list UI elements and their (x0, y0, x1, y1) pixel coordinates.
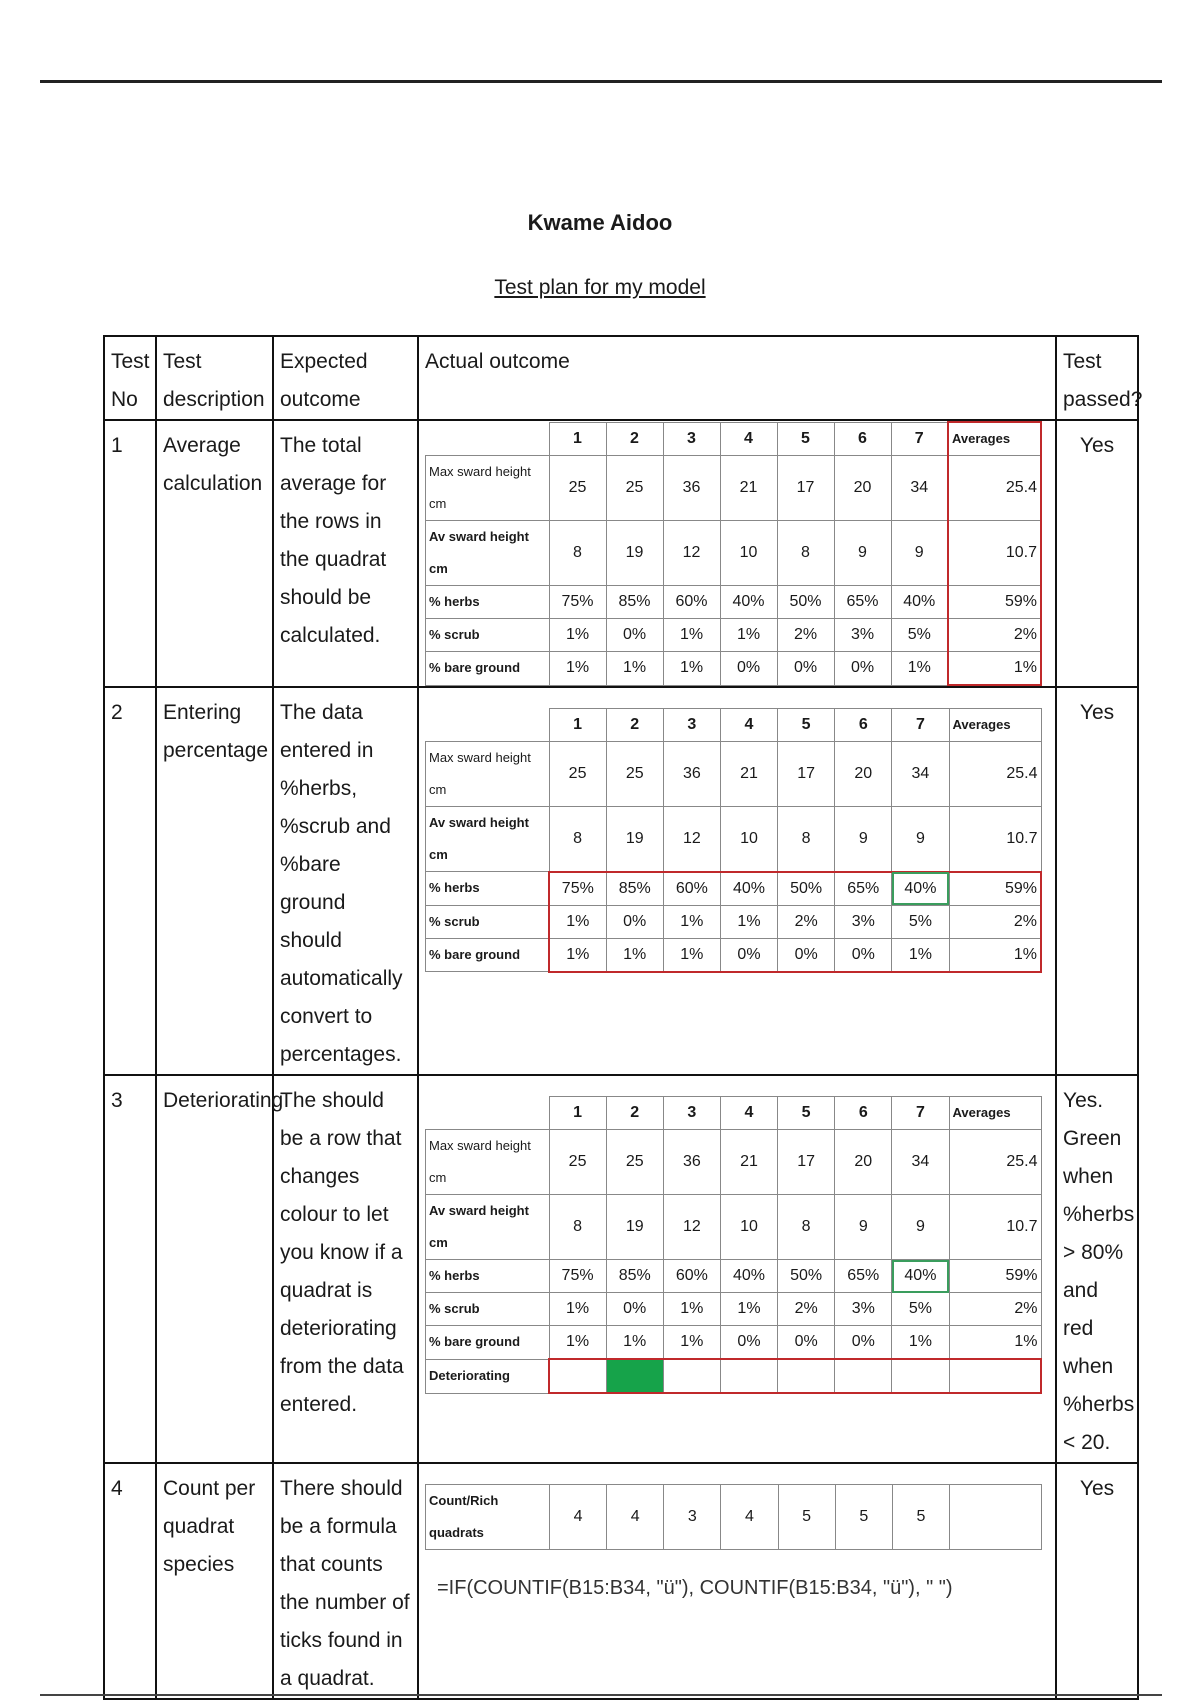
test-expected: There should be a formula that counts the number of ticks found in a quadrat. (273, 1463, 418, 1699)
row-label: % bare ground (426, 938, 550, 972)
data-cell: 8 (549, 521, 606, 586)
sheet-row (426, 652, 1042, 686)
data-cell: 5% (892, 905, 949, 938)
row-label: % herbs (426, 586, 550, 619)
test-description: Count per quadrat species (156, 1463, 273, 1699)
data-cell: 36 (663, 1130, 720, 1195)
sheet-row (426, 872, 1042, 906)
data-cell: 12 (663, 521, 720, 586)
col-header-test-no: Test No (104, 336, 156, 420)
data-cell: 10 (720, 1195, 777, 1260)
row-label: Max sward height cm (426, 742, 550, 807)
data-cell: 2% (777, 619, 834, 652)
averages-header: Averages (948, 422, 1041, 456)
average-cell: 10.7 (949, 1195, 1041, 1260)
quadrat-number: 6 (835, 1097, 892, 1130)
data-cell: 17 (777, 456, 834, 521)
sheet-corner-cell (426, 709, 550, 742)
data-cell: 8 (777, 521, 834, 586)
row-label: % herbs (426, 872, 550, 906)
quadrat-number: 1 (549, 1097, 606, 1130)
row-label: % herbs (426, 1260, 550, 1293)
data-cell: 9 (892, 1195, 949, 1260)
quadrat-number: 7 (891, 422, 948, 456)
data-cell: 0% (606, 905, 663, 938)
row-label: % scrub (426, 905, 550, 938)
average-cell: 10.7 (949, 807, 1041, 872)
sheet-row (426, 1260, 1042, 1293)
data-cell: 1% (549, 1293, 606, 1326)
quadrat-number: 6 (834, 422, 891, 456)
data-cell: 1% (549, 619, 606, 652)
test-passed: Yes. Green when %herbs > 80% and red when %herbs < 20. (1056, 1075, 1138, 1463)
data-cell: 0% (720, 1326, 777, 1360)
quadrat-number: 3 (663, 422, 720, 456)
row-label: Max sward height cm (426, 1130, 550, 1195)
average-cell: 10.7 (948, 521, 1041, 586)
data-cell: 50% (777, 586, 834, 619)
data-cell: 1% (892, 1326, 949, 1360)
data-cell: 0% (720, 652, 777, 686)
test-plan-table (103, 335, 1143, 1700)
quadrat-number: 5 (778, 709, 835, 742)
author-name: Kwame Aidoo (527, 210, 673, 235)
data-cell: 1% (720, 619, 777, 652)
sheet-corner-cell (426, 422, 550, 456)
deteriorating-cell (778, 1359, 835, 1393)
quadrat-number: 1 (549, 709, 606, 742)
data-cell: 85% (606, 1260, 663, 1293)
data-cell: 60% (663, 586, 720, 619)
data-cell: 40% (720, 872, 777, 906)
data-cell: 1% (891, 652, 948, 686)
count-avg-cell (950, 1485, 1042, 1550)
deteriorating-cell (549, 1359, 606, 1393)
test-passed: Yes (1056, 687, 1138, 1075)
data-cell: 2% (778, 905, 835, 938)
data-cell: 9 (834, 521, 891, 586)
data-cell: 85% (606, 872, 663, 906)
quadrat-number: 5 (777, 422, 834, 456)
row-label: Deteriorating (426, 1359, 550, 1393)
spreadsheet-excerpt (425, 708, 1042, 973)
count-cell: 3 (664, 1485, 721, 1550)
data-cell: 8 (778, 1195, 835, 1260)
data-cell: 9 (835, 1195, 892, 1260)
data-cell: 1% (663, 938, 720, 972)
data-cell: 9 (892, 807, 949, 872)
data-cell: 19 (606, 1195, 663, 1260)
data-cell: 20 (834, 456, 891, 521)
data-cell: 12 (663, 807, 720, 872)
data-cell: 50% (778, 1260, 835, 1293)
data-cell: 1% (663, 1326, 720, 1360)
count-label: Count/Rich quadrats (426, 1485, 550, 1550)
data-cell: 1% (549, 905, 606, 938)
data-cell: 75% (549, 586, 606, 619)
count-sheet (425, 1484, 1042, 1550)
data-cell: 1% (892, 938, 949, 972)
sheet-row (426, 1195, 1042, 1260)
quadrat-number: 5 (778, 1097, 835, 1130)
data-cell: 34 (892, 1130, 949, 1195)
test-expected: The data entered in %herbs, %scrub and %bare ground should automatically convert to percentages. (273, 687, 418, 1075)
data-cell: 17 (778, 1130, 835, 1195)
quadrat-number: 4 (720, 1097, 777, 1130)
quadrat-number: 2 (606, 1097, 663, 1130)
data-cell: 0% (778, 938, 835, 972)
sheet-header-row (426, 1097, 1042, 1130)
row-label: % bare ground (426, 1326, 550, 1360)
data-cell: 25 (606, 1130, 663, 1195)
data-cell: 36 (663, 456, 720, 521)
deteriorating-cell-green (606, 1359, 663, 1393)
col-header-description: Test description (156, 336, 273, 420)
test-expected: The total average for the rows in the quadrat should be calculated. (273, 420, 418, 687)
data-cell: 34 (892, 742, 949, 807)
data-cell: 1% (606, 938, 663, 972)
data-cell: 25 (549, 456, 606, 521)
average-cell: 1% (948, 652, 1041, 686)
data-cell: 3% (834, 619, 891, 652)
data-cell: 75% (549, 1260, 606, 1293)
count-cell: 5 (835, 1485, 892, 1550)
data-cell: 0% (720, 938, 777, 972)
data-cell: 65% (834, 586, 891, 619)
top-rule (40, 80, 1162, 83)
averages-header: Averages (949, 709, 1041, 742)
count-cell: 5 (778, 1485, 835, 1550)
test-row (104, 687, 1138, 1075)
data-cell: 10 (720, 807, 777, 872)
col-header-actual: Actual outcome (418, 336, 1056, 420)
row-label: % scrub (426, 619, 550, 652)
test-passed: Yes (1056, 1463, 1138, 1699)
test-row (104, 1075, 1138, 1463)
test-actual (418, 687, 1056, 1075)
data-cell: 40% (891, 586, 948, 619)
data-cell: 36 (663, 742, 720, 807)
data-cell: 1% (663, 652, 720, 686)
data-cell: 20 (835, 1130, 892, 1195)
sheet-corner-cell (426, 1097, 550, 1130)
data-cell: 1% (663, 905, 720, 938)
quadrat-number: 6 (835, 709, 892, 742)
deteriorating-cell (835, 1359, 892, 1393)
data-cell: 0% (835, 938, 892, 972)
data-cell: 8 (549, 1195, 606, 1260)
quadrat-number: 3 (663, 709, 720, 742)
test-expected: The should be a row that changes colour to let you know if a quadrat is deteriorating from the data entered. (273, 1075, 418, 1463)
test-no: 4 (104, 1463, 156, 1699)
sheet-row (426, 938, 1042, 972)
data-cell: 65% (835, 872, 892, 906)
average-cell: 25.4 (948, 456, 1041, 521)
count-cell: 4 (550, 1485, 607, 1550)
sheet-row (426, 905, 1042, 938)
spreadsheet-excerpt (425, 1096, 1042, 1394)
data-cell: 1% (606, 652, 663, 686)
data-cell: 65% (835, 1260, 892, 1293)
data-cell: 0% (834, 652, 891, 686)
average-cell: 25.4 (949, 1130, 1041, 1195)
formula-text: =IF(COUNTIF(B15:B34, "ü"), COUNTIF(B15:B34, "ü"), " ") (437, 1577, 953, 1599)
data-cell: 34 (891, 456, 948, 521)
data-cell: 5% (892, 1293, 949, 1326)
count-cell: 5 (892, 1485, 949, 1550)
data-cell: 85% (606, 586, 663, 619)
quadrat-number: 7 (892, 709, 949, 742)
data-cell: 40% (892, 872, 949, 906)
col-header-expected: Expected outcome (273, 336, 418, 420)
test-no: 3 (104, 1075, 156, 1463)
sheet-row (426, 1130, 1042, 1195)
sheet-header-row (426, 709, 1042, 742)
data-cell: 60% (663, 1260, 720, 1293)
data-cell: 9 (835, 807, 892, 872)
data-cell: 20 (835, 742, 892, 807)
data-cell: 25 (606, 456, 663, 521)
sheet-t2 (425, 708, 1055, 973)
data-cell: 25 (549, 742, 606, 807)
data-cell: 1% (663, 619, 720, 652)
sheet-row (426, 1326, 1042, 1360)
sheet-t1 (425, 421, 1055, 686)
data-cell: 1% (663, 1293, 720, 1326)
data-cell: 25 (606, 742, 663, 807)
data-cell: 21 (720, 1130, 777, 1195)
average-cell: 1% (949, 938, 1041, 972)
data-cell: 0% (835, 1326, 892, 1360)
test-description: Deteriorating (156, 1075, 273, 1463)
row-label: Av sward height cm (426, 1195, 550, 1260)
data-cell: 75% (549, 872, 606, 906)
spreadsheet-excerpt (425, 421, 1042, 686)
sheet-t3 (425, 1096, 1055, 1394)
data-cell: 19 (606, 807, 663, 872)
quadrat-number: 4 (720, 709, 777, 742)
quadrat-number: 2 (606, 709, 663, 742)
count-row (426, 1485, 1042, 1550)
test-row (104, 1463, 1138, 1699)
sheet-row (426, 742, 1042, 807)
data-cell: 3% (835, 1293, 892, 1326)
test-actual (418, 1463, 1056, 1699)
col-header-passed: Test passed? (1056, 336, 1138, 420)
average-cell: 59% (948, 586, 1041, 619)
deteriorating-cell (892, 1359, 949, 1393)
bottom-rule (40, 1694, 1162, 1696)
data-cell: 0% (778, 1326, 835, 1360)
data-cell: 2% (778, 1293, 835, 1326)
test-actual (418, 1075, 1056, 1463)
data-cell: 0% (777, 652, 834, 686)
deteriorating-cell (663, 1359, 720, 1393)
quadrat-number: 1 (549, 422, 606, 456)
data-cell: 8 (778, 807, 835, 872)
data-cell: 1% (720, 905, 777, 938)
count-cell: 4 (607, 1485, 664, 1550)
sheet-row (426, 586, 1042, 619)
data-cell: 1% (606, 1326, 663, 1360)
row-label: Av sward height cm (426, 521, 550, 586)
data-cell: 12 (663, 1195, 720, 1260)
average-cell: 1% (949, 1326, 1041, 1360)
data-cell: 40% (892, 1260, 949, 1293)
test-row (104, 420, 1138, 687)
sheet-row (426, 807, 1042, 872)
sheet-row (426, 521, 1042, 586)
data-cell: 1% (549, 652, 606, 686)
average-cell: 2% (948, 619, 1041, 652)
data-cell: 1% (720, 1293, 777, 1326)
deteriorating-row (426, 1359, 1042, 1393)
test-description: Average calculation (156, 420, 273, 687)
quadrat-number: 3 (663, 1097, 720, 1130)
sheet-row (426, 1293, 1042, 1326)
average-cell: 2% (949, 905, 1041, 938)
data-cell: 1% (549, 938, 606, 972)
data-cell: 8 (549, 807, 606, 872)
header-row (104, 336, 1138, 420)
data-cell: 10 (720, 521, 777, 586)
data-cell: 40% (720, 1260, 777, 1293)
sheet-row (426, 619, 1042, 652)
average-cell: 59% (949, 1260, 1041, 1293)
data-cell: 19 (606, 521, 663, 586)
data-cell: 5% (891, 619, 948, 652)
average-cell: 2% (949, 1293, 1041, 1326)
data-cell: 0% (606, 1293, 663, 1326)
data-cell: 1% (549, 1326, 606, 1360)
test-actual (418, 420, 1056, 687)
average-cell: 25.4 (949, 742, 1041, 807)
data-cell: 21 (720, 742, 777, 807)
test-description: Entering percentage (156, 687, 273, 1075)
data-cell: 50% (778, 872, 835, 906)
test-passed: Yes (1056, 420, 1138, 687)
quadrat-number: 2 (606, 422, 663, 456)
sheet-header-row (426, 422, 1042, 456)
data-cell: 40% (720, 586, 777, 619)
data-cell: 3% (835, 905, 892, 938)
count-cell: 4 (721, 1485, 778, 1550)
test-no: 1 (104, 420, 156, 687)
test-no: 2 (104, 687, 156, 1075)
data-cell: 60% (663, 872, 720, 906)
row-label: % scrub (426, 1293, 550, 1326)
average-cell: 59% (949, 872, 1041, 906)
sheet-row (426, 456, 1042, 521)
quadrat-number: 4 (720, 422, 777, 456)
deteriorating-cell (720, 1359, 777, 1393)
deteriorating-cell (949, 1359, 1041, 1393)
row-label: Max sward height cm (426, 456, 550, 521)
data-cell: 21 (720, 456, 777, 521)
row-label: Av sward height cm (426, 807, 550, 872)
data-cell: 25 (549, 1130, 606, 1195)
quadrat-number: 7 (892, 1097, 949, 1130)
averages-header: Averages (949, 1097, 1041, 1130)
row-label: % bare ground (426, 652, 550, 686)
data-cell: 0% (606, 619, 663, 652)
data-cell: 17 (778, 742, 835, 807)
page-title: Test plan for my model (494, 276, 706, 299)
data-cell: 9 (891, 521, 948, 586)
